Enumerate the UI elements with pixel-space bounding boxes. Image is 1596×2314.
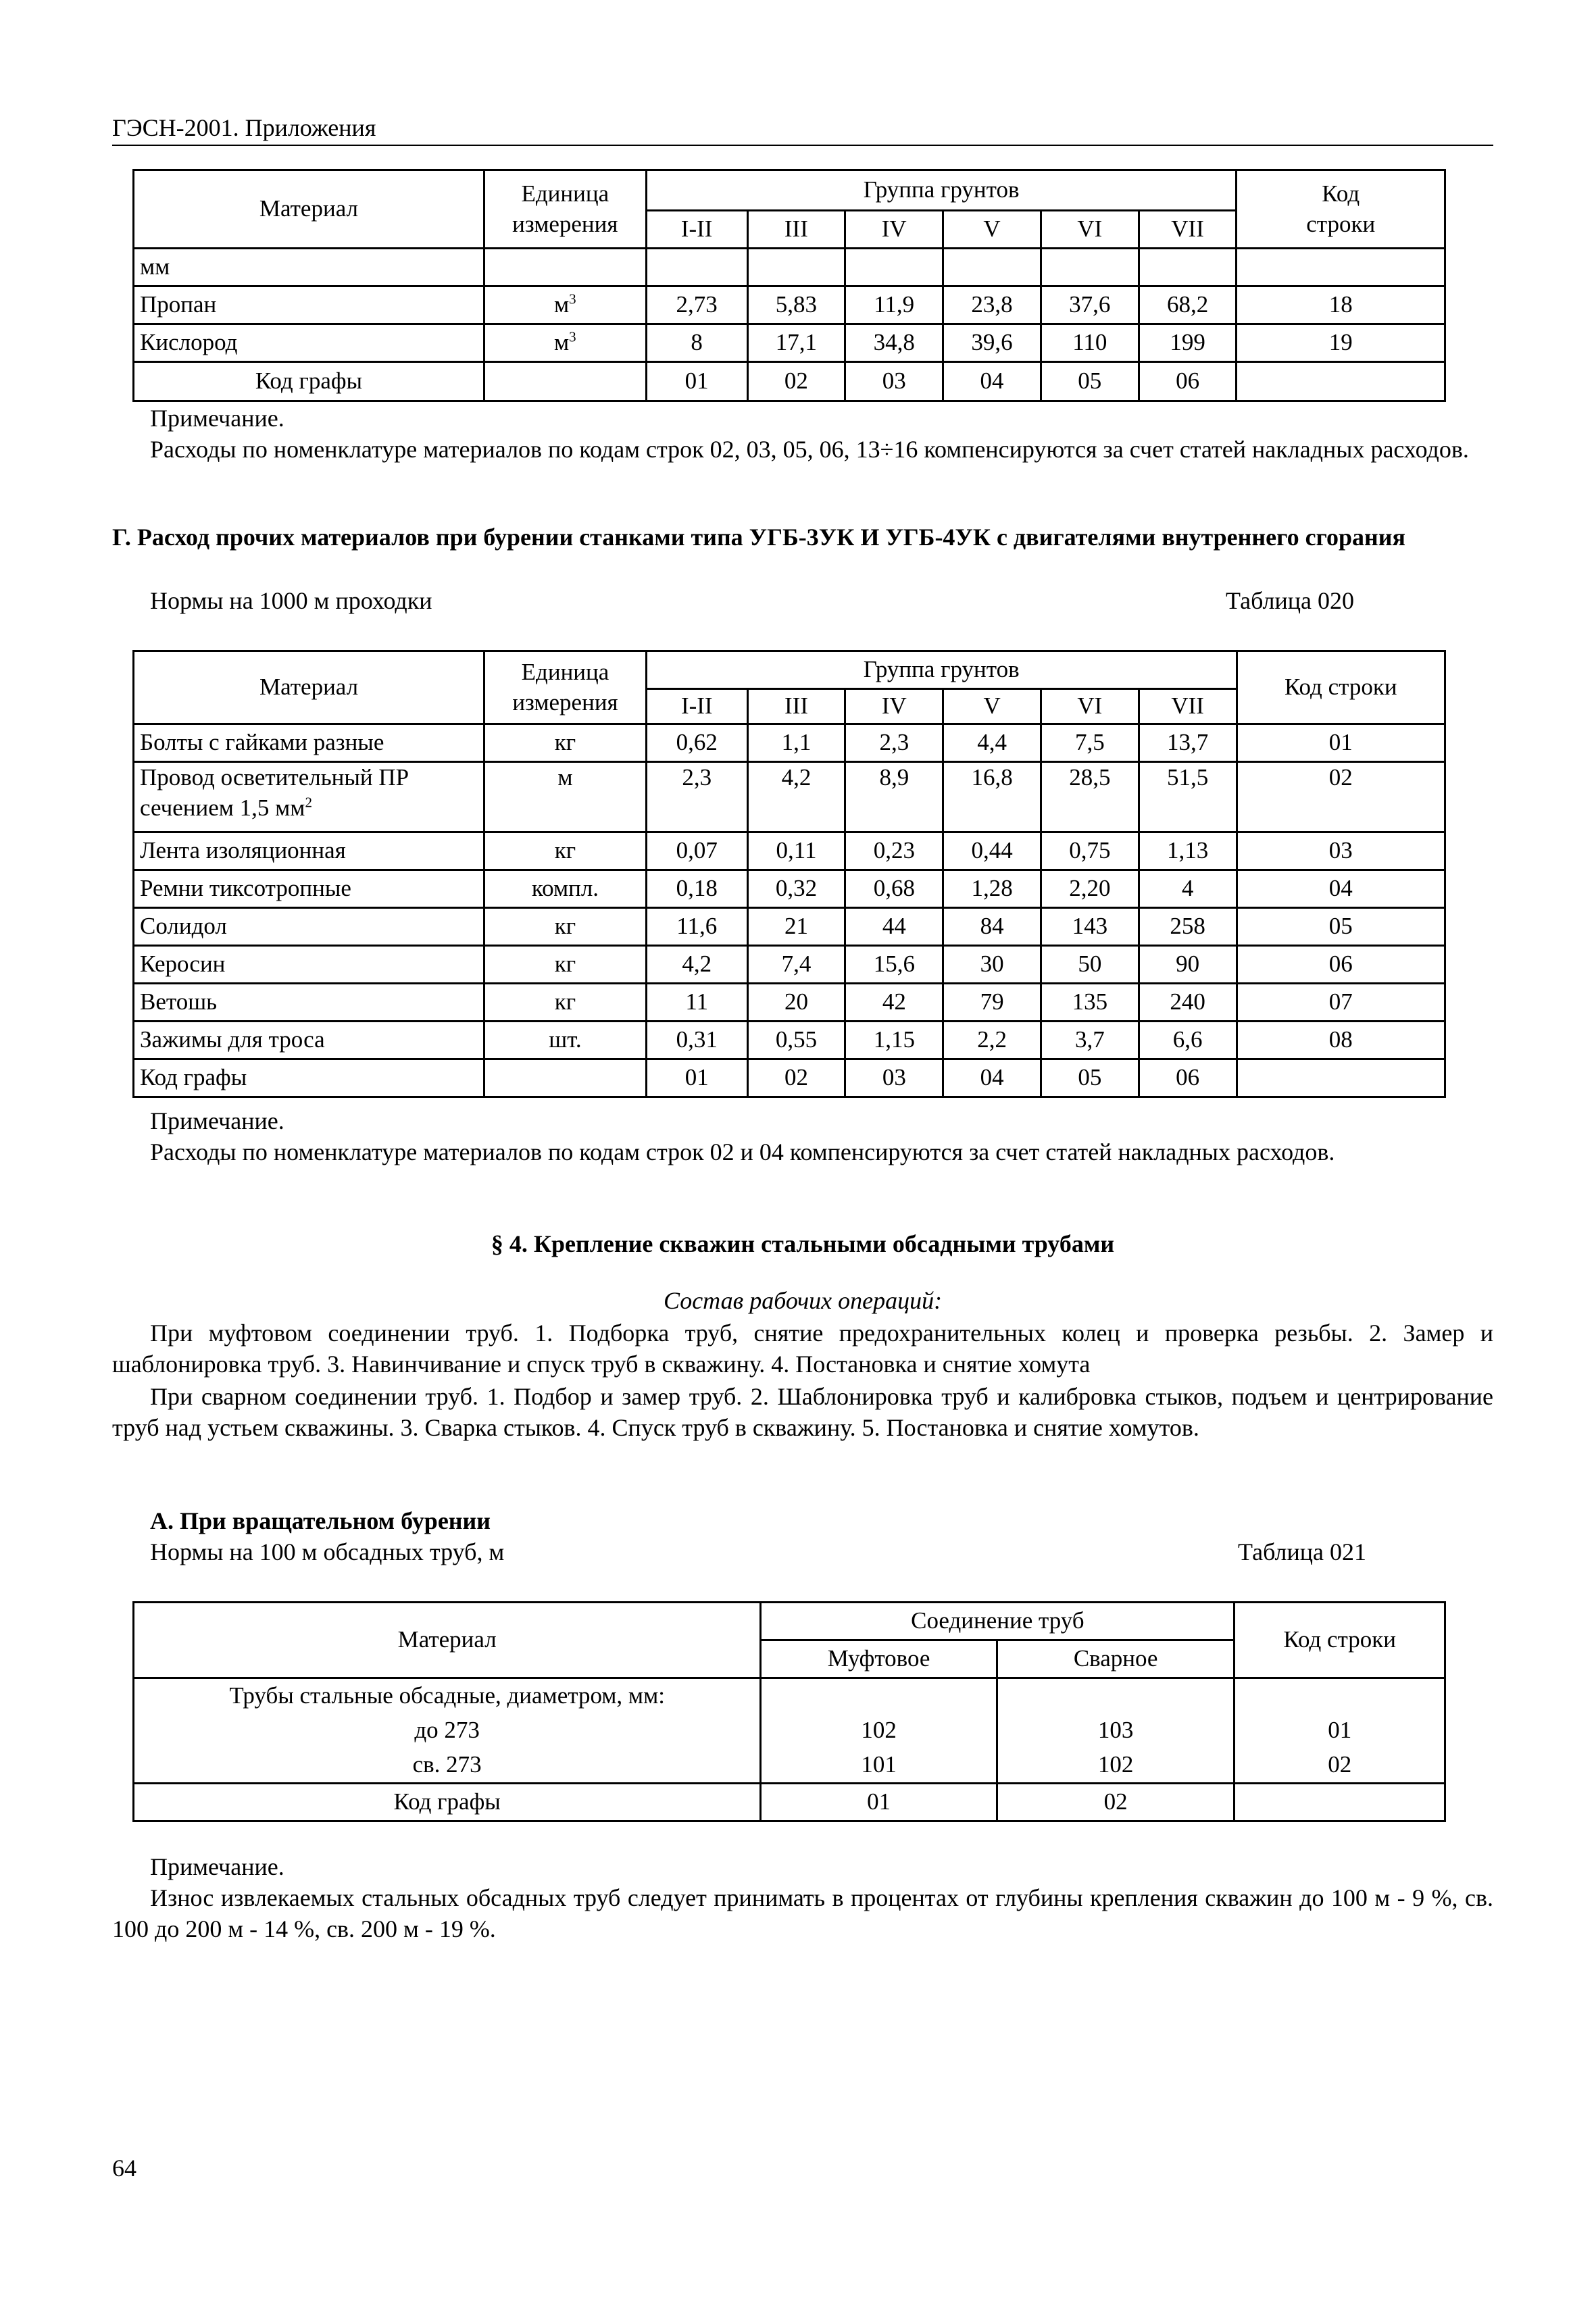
col-header-unit: Единица измерения [484, 651, 647, 724]
section-g-subheader [150, 585, 1354, 616]
table-020 [132, 650, 1446, 1098]
table-row: Провод осветительный ПР сечением 1,5 $мм^2$ м 2,3 4,2 8,9 16,8 28,5 51,5 02 [134, 762, 1445, 832]
table-row: св. 273 101 102 02 [134, 1749, 1445, 1784]
table-021 [132, 1601, 1446, 1822]
table-row: Зажимы для троса шт. 0,31 0,55 1,15 2,2 3,7 6,6 08 [134, 1022, 1445, 1059]
col-header-row-code: Код строки [1237, 170, 1445, 249]
note-title: Примечание. [150, 1853, 284, 1880]
norms-label: Нормы на 100 м обсадных труб, м [150, 1538, 505, 1565]
group-header: VII [1139, 211, 1237, 249]
note-title: Примечание. [150, 1107, 284, 1134]
section-4-subtitle: Состав рабочих операций: [663, 1287, 943, 1314]
table-number: Таблица 020 [1226, 587, 1354, 614]
table-row: Лента изоляционная кг 0,07 0,11 0,23 0,44 0,75 1,13 03 [134, 832, 1445, 870]
table-row: Керосин кг 4,2 7,4 15,6 30 50 90 06 [134, 946, 1445, 984]
group-header: IV [845, 689, 943, 724]
table-footer-row: Код графы 01 02 03 04 05 06 [134, 1059, 1445, 1097]
group-header: VI [1041, 689, 1139, 724]
note-text: Расходы по номенклатуре материалов по кодам строк 02, 03, 05, 06, 13÷16 компенсируются за счет статей накладных расходов. [150, 436, 1469, 463]
note-title: Примечание. [150, 405, 284, 432]
note-2 [112, 1105, 1493, 1167]
col-header-row-code: Код строки [1237, 651, 1445, 724]
col-header-soil-group: Группа грунтов [646, 170, 1237, 211]
section-4-title: § 4. Крепление скважин стальными обсадными трубами [491, 1230, 1115, 1257]
norms-label: Нормы на 1000 м проходки [150, 587, 432, 614]
table-number: Таблица 021 [1238, 1538, 1366, 1565]
group-header: I-II [646, 689, 747, 724]
table-row: Ремни тиксотропные компл. 0,18 0,32 0,68 1,28 2,20 4 04 [134, 870, 1445, 908]
section-4-paragraph-2: При сварном соединении труб. 1. Подбор и замер труб. 2. Шаблонировка труб и калибровка стыков, подъем и центрирование труб над устьем скважины. 3. Сварка стыков. 4. Спуск труб в скважину. 5. Постановка и снятие хомутов. [112, 1383, 1493, 1442]
col-header-connection: Соединение труб [761, 1603, 1235, 1640]
page-number: 64 [112, 2155, 136, 2182]
group-header: III [747, 211, 845, 249]
table-row: Солидол кг 11,6 21 44 84 143 258 05 [134, 908, 1445, 946]
section-a-title: А. При вращательном бурении [150, 1507, 491, 1534]
col-header-material: Материал [134, 651, 484, 724]
col-header-soil-group: Группа грунтов [646, 651, 1237, 689]
col-header-material: Материал [134, 170, 484, 249]
col-header-material: Материал [134, 1603, 761, 1678]
table-row: Ветошь кг 11 20 42 79 135 240 07 [134, 984, 1445, 1022]
section-a-subheader [150, 1536, 1366, 1567]
group-header: VII [1139, 689, 1237, 724]
table-row: Болты с гайками разные кг 0,62 1,1 2,3 4,4 7,5 13,7 01 [134, 724, 1445, 762]
col-header-row-code: Код строки [1235, 1603, 1445, 1678]
group-header: I-II [646, 211, 747, 249]
col-header-coupling: Муфтовое [761, 1640, 997, 1678]
note-text: Износ извлекаемых стальных обсадных труб следует принимать в процентах от глубины крепления скважин до 100 м - 9 %, св. 100 до 200 м - 14 %, св. 200 м - 19 %. [112, 1884, 1493, 1943]
table-group-row: Трубы стальные обсадные, диаметром, мм: [134, 1678, 1445, 1713]
group-header: VI [1041, 211, 1139, 249]
page-header: ГЭСН-2001. Приложения [112, 112, 1493, 146]
note-3 [112, 1851, 1493, 1944]
group-header: V [943, 689, 1041, 724]
note-text: Расходы по номенклатуре материалов по кодам строк 02 и 04 компенсируются за счет статей накладных расходов. [150, 1138, 1335, 1166]
table-row-label: мм [134, 249, 484, 286]
section-4-paragraph-1: При муфтовом соединении труб. 1. Подборка труб, снятие предохранительных колец и проверка резьбы. 2. Замер и шаблонировка труб. 3. Навинчивание и спуск труб в скважину. 4. Постановка и снятие хомута [112, 1319, 1493, 1378]
note-1 [112, 403, 1493, 465]
table-row: Пропан $м^3$ 2,73 5,83 11,9 23,8 37,6 68,2 18 [134, 286, 1445, 324]
table-row: Кислород $м^3$ 8 17,1 34,8 39,6 110 199 19 [134, 324, 1445, 362]
group-header: IV [845, 211, 943, 249]
group-header: V [943, 211, 1041, 249]
table-row: до 273 102 103 01 [134, 1713, 1445, 1749]
col-header-unit: Единица измерения [484, 170, 646, 249]
table-gases [132, 169, 1446, 402]
section-g-title: Г. Расход прочих материалов при бурении станками типа УГБ-3УК И УГБ-4УК с двигателями внутреннего сгорания [112, 524, 1405, 551]
col-header-welded: Сварное [997, 1640, 1235, 1678]
table-footer-row: Код графы 01 02 03 04 05 06 [134, 362, 1445, 401]
table-footer-row: Код графы 01 02 [134, 1784, 1445, 1821]
group-header: III [747, 689, 845, 724]
